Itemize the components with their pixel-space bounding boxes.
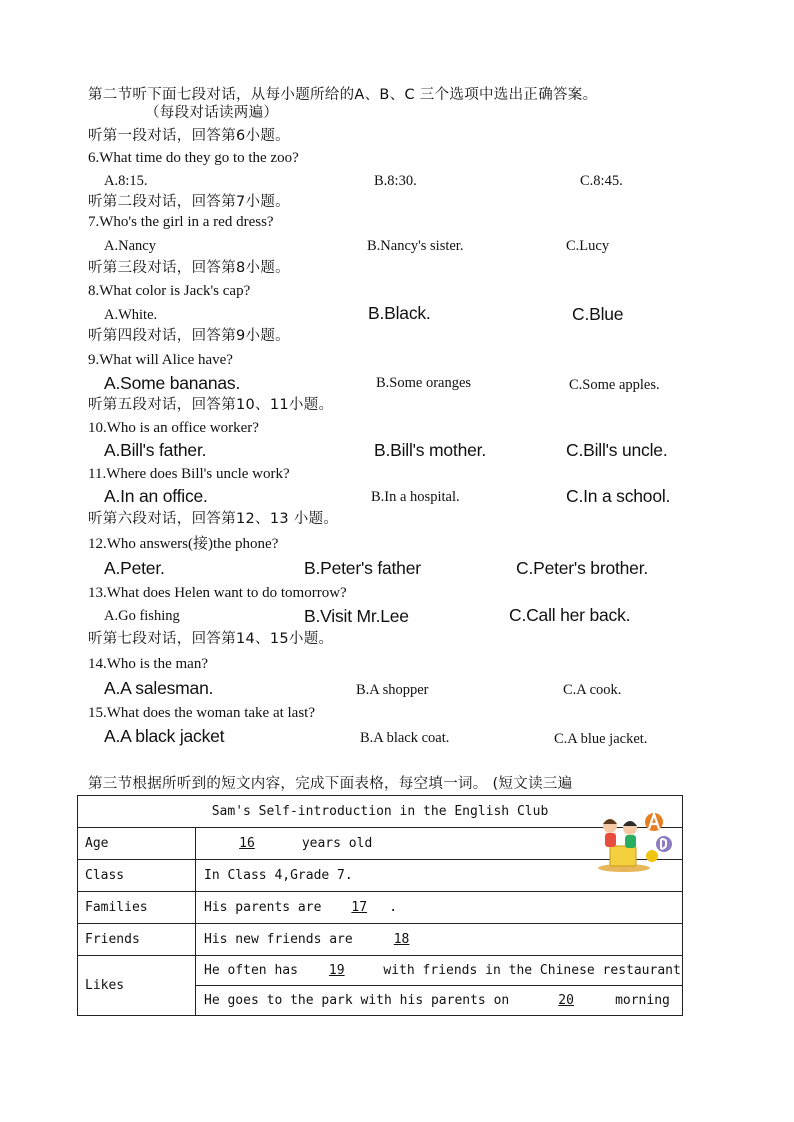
- table-header: Sam's Self-introduction in the English Club: [78, 796, 683, 828]
- families-label: Families: [78, 892, 196, 924]
- friends-label: Friends: [78, 924, 196, 956]
- dialogue-instruction-4: 听第四段对话，回答第9小题。: [88, 328, 290, 344]
- q12-option-b: B.Peter's father: [304, 558, 421, 578]
- question-11: 11.Where does Bill's uncle work?: [88, 466, 290, 482]
- question-13: 13.What does Helen want to do tomorrow?: [88, 585, 347, 601]
- kids-abc-illustration: [596, 806, 678, 874]
- likes-row-1: [196, 956, 683, 986]
- q15-option-c: C.A blue jacket.: [554, 731, 648, 747]
- q6-option-b: B.8:30.: [374, 173, 417, 189]
- section-title: 第二节听下面七段对话，从每小题所给的A、B、C 三个选项中选出正确答案。: [88, 87, 598, 103]
- question-8: 8.What color is Jack's cap?: [88, 283, 251, 299]
- q8-option-c: C.Blue: [572, 304, 624, 324]
- q11-option-a: A.In an office.: [104, 486, 208, 506]
- q10-option-a: A.Bill's father.: [104, 440, 207, 460]
- q7-option-a: A.Nancy: [104, 238, 156, 254]
- q6-option-a: A.8:15.: [104, 173, 148, 189]
- q13-option-b: B.Visit Mr.Lee: [304, 606, 409, 626]
- question-7: 7.Who's the girl in a red dress?: [88, 214, 274, 230]
- q8-option-a: A.White.: [104, 307, 158, 323]
- blank-16[interactable]: 16: [239, 836, 255, 851]
- q10-option-b: B.Bill's mother.: [374, 440, 486, 460]
- dialogue-instruction-6: 听第六段对话，回答第12、13 小题。: [88, 511, 339, 527]
- friends-prefix: His new friends are: [204, 932, 361, 947]
- q15-option-b: B.A black coat.: [360, 730, 450, 746]
- section3-title: 第三节根据所听到的短文内容，完成下面表格，每空填一词。 (短文读三遍: [88, 776, 573, 792]
- q13-option-c: C.Call her back.: [509, 605, 631, 625]
- likes1-prefix: He often has: [204, 963, 306, 978]
- likes1-suffix: with friends in the Chinese restaurant: [367, 963, 681, 978]
- q6-option-c: C.8:45.: [580, 173, 623, 189]
- blank-20[interactable]: 20: [558, 993, 574, 1008]
- age-label: Age: [78, 828, 196, 860]
- families-suffix: .: [389, 900, 398, 915]
- friends-cell: [196, 924, 683, 956]
- blank-17[interactable]: 17: [351, 900, 368, 915]
- q7-option-b: B.Nancy's sister.: [367, 238, 464, 254]
- blank-18[interactable]: 18: [393, 932, 410, 947]
- q11-option-b: B.In a hospital.: [371, 489, 460, 505]
- question-15: 15.What does the woman take at last?: [88, 705, 316, 721]
- dialogue-instruction-2: 听第二段对话，回答第7小题。: [88, 194, 290, 210]
- class-value: In Class 4,Grade 7.: [196, 860, 683, 892]
- q14-option-b: B.A shopper: [356, 682, 429, 698]
- q15-option-a: A.A black jacket: [104, 726, 225, 746]
- age-suffix: years old: [301, 836, 373, 851]
- q13-option-a: A.Go fishing: [104, 608, 180, 624]
- section-subtitle: （每段对话读两遍）: [145, 105, 279, 121]
- dialogue-instruction-3: 听第三段对话，回答第8小题。: [88, 260, 290, 276]
- q10-option-c: C.Bill's uncle.: [566, 440, 668, 460]
- q9-option-b: B.Some oranges: [376, 375, 472, 391]
- dialogue-instruction-1: 听第一段对话，回答第6小题。: [88, 128, 290, 144]
- q14-option-c: C.A cook.: [563, 682, 622, 698]
- self-introduction-table: [77, 795, 683, 1016]
- likes-label: Likes: [78, 956, 196, 1016]
- q12-option-c: C.Peter's brother.: [516, 558, 649, 578]
- question-10: 10.Who is an office worker?: [88, 420, 259, 436]
- question-6: 6.What time do they go to the zoo?: [88, 150, 299, 166]
- likes2-suffix: morning: [615, 993, 670, 1008]
- question-9: 9.What will Alice have?: [88, 352, 233, 368]
- dialogue-instruction-5: 听第五段对话，回答第10、11小题。: [88, 397, 334, 413]
- question-14: 14.Who is the man?: [88, 656, 208, 672]
- families-prefix: His parents are: [204, 900, 330, 915]
- likes-row-2: [196, 986, 683, 1016]
- likes2-prefix: He goes to the park with his parents on: [204, 993, 518, 1008]
- q9-option-c: C.Some apples.: [569, 377, 660, 393]
- families-cell: [196, 892, 683, 924]
- q7-option-c: C.Lucy: [566, 238, 610, 254]
- q12-option-a: A.Peter.: [104, 558, 165, 578]
- q11-option-c: C.In a school.: [566, 486, 671, 506]
- dialogue-instruction-7: 听第七段对话，回答第14、15小题。: [88, 631, 334, 647]
- q8-option-b: B.Black.: [368, 303, 431, 323]
- q14-option-a: A.A salesman.: [104, 678, 214, 698]
- q9-option-a: A.Some bananas.: [104, 373, 241, 393]
- question-12: 12.Who answers(接)the phone?: [88, 536, 279, 552]
- blank-19[interactable]: 19: [328, 963, 345, 978]
- class-label: Class: [78, 860, 196, 892]
